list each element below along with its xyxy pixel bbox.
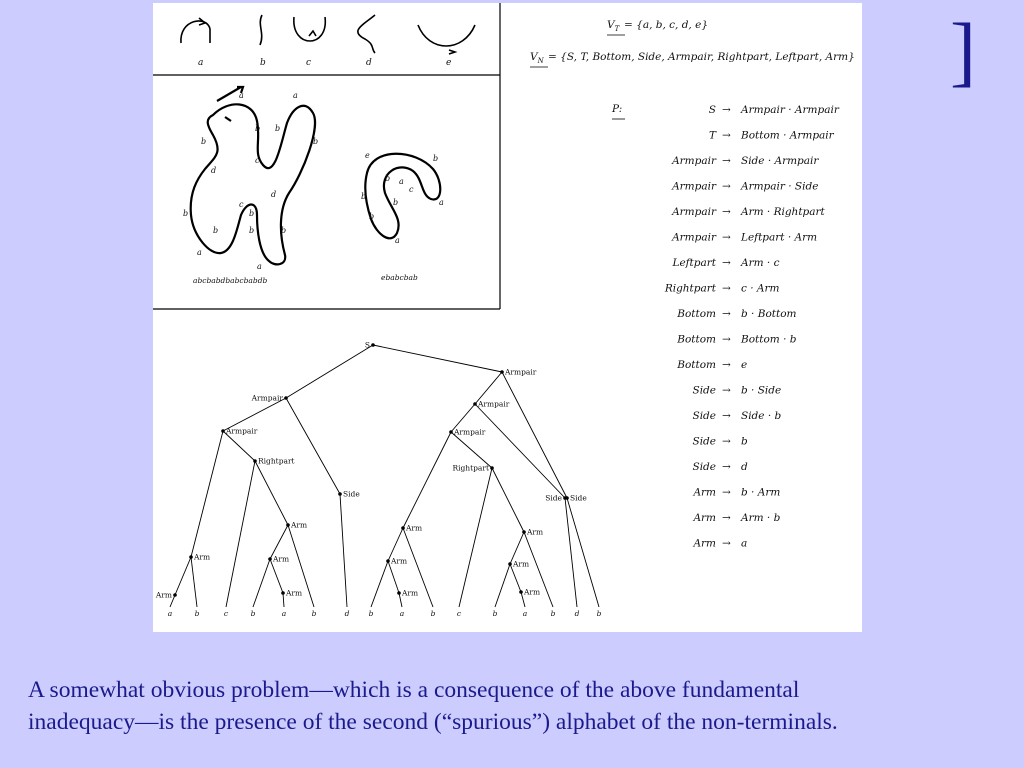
tree-node-dot: [508, 562, 512, 566]
primitive-e-arrow: [449, 50, 455, 54]
chromosome-1-string: abcbabdbabcbabdb: [193, 276, 268, 285]
svg-text:a: a: [399, 177, 404, 186]
rule-rhs: Armpair · Armpair: [741, 104, 839, 116]
primitive-b-curve: [260, 15, 262, 45]
tree-node-dot: [284, 396, 288, 400]
rule-lhs: Side: [692, 410, 716, 422]
tree-edge: [495, 564, 510, 607]
tree-node-label: Rightpart: [258, 456, 295, 466]
tree-node-dot: [565, 496, 569, 500]
tree-node-label: Side: [343, 489, 360, 499]
syntactic-pattern-figure: [153, 3, 862, 632]
primitive-labels: [198, 58, 451, 68]
rule-lhs: Leftpart: [672, 257, 716, 269]
rule-rhs: Arm · c: [741, 257, 780, 269]
rule-arrow: →: [722, 486, 731, 499]
svg-text:b: b: [433, 154, 439, 163]
tree-edge: [565, 498, 577, 607]
tree-edge: [371, 561, 388, 607]
tree-leaf-label: b: [492, 609, 498, 618]
svg-text:b: b: [385, 174, 391, 183]
closing-bracket: ]: [950, 7, 976, 94]
tree-node-dot: [189, 555, 193, 559]
tree-edge: [388, 561, 399, 593]
parse-tree-nodes: [155, 341, 602, 619]
tree-node-label: Arm: [402, 588, 419, 598]
tree-leaf-label: b: [194, 609, 200, 618]
vn-definition: = {S, T, Bottom, Side, Armpair, Rightpart, Leftpart, Arm}: [548, 51, 855, 63]
tree-edge: [253, 559, 270, 607]
rule-rhs: e: [741, 359, 748, 371]
tree-node-dot: [386, 559, 390, 563]
rule-rhs: Arm · b: [741, 512, 781, 524]
primitives-panel: [153, 3, 500, 309]
rule-lhs: Arm: [693, 537, 716, 550]
svg-text:a: a: [198, 58, 204, 68]
tree-node-label: Arm: [273, 554, 290, 564]
rule-rhs: b · Side: [741, 384, 782, 397]
rule-lhs: Bottom: [677, 308, 716, 320]
svg-text:b: b: [275, 124, 281, 133]
tree-leaf-label: a: [167, 609, 173, 618]
tree-node-dot: [281, 591, 285, 595]
rule-rhs: Bottom · Armpair: [741, 129, 834, 142]
tree-node-label: Arm: [406, 523, 423, 533]
svg-text:b: b: [260, 58, 266, 68]
rule-rhs: Side · b: [741, 410, 782, 422]
rule-lhs: Side: [692, 435, 716, 448]
rule-lhs: Armpair: [672, 206, 716, 218]
svg-text:b: b: [249, 226, 255, 235]
rule-arrow: →: [722, 384, 731, 397]
rule-rhs: d: [741, 461, 748, 473]
rule-lhs: Arm: [693, 512, 716, 524]
tree-leaf-label: b: [250, 609, 256, 618]
tree-node-dot: [449, 430, 453, 434]
production-rules: [664, 104, 840, 550]
svg-text:a: a: [395, 236, 400, 245]
tree-node-dot: [397, 591, 401, 595]
rule-arrow: →: [722, 257, 731, 269]
rule-lhs: Bottom: [677, 359, 716, 371]
figure-canvas: [153, 3, 862, 632]
tree-edge: [567, 498, 599, 607]
tree-edge: [283, 593, 284, 607]
tree-node-dot: [253, 459, 257, 463]
svg-text:b: b: [393, 198, 399, 207]
tree-edge: [340, 494, 347, 607]
tree-edge: [502, 372, 567, 498]
chromosome-shape-2: [365, 154, 440, 239]
tree-leaf-label: a: [399, 609, 405, 618]
tree-edge: [255, 461, 288, 525]
rule-arrow: →: [722, 461, 731, 473]
tree-edge: [226, 461, 255, 607]
tree-node-dot: [500, 370, 504, 374]
svg-text:a: a: [439, 198, 444, 207]
tree-leaf-label: b: [368, 609, 374, 618]
tree-node-label: Armpair: [226, 426, 258, 436]
tree-node-dot: [401, 526, 405, 530]
tree-node-label: Armpair: [454, 427, 486, 437]
tree-edge: [286, 398, 340, 494]
tree-leaf-label: c: [456, 609, 462, 618]
rule-arrow: →: [722, 435, 731, 448]
rule-lhs: Armpair: [672, 155, 716, 167]
productions-label: P:: [612, 103, 623, 115]
tree-node-dot: [268, 557, 272, 561]
svg-text:b: b: [213, 226, 219, 235]
tree-node-label: Arm: [527, 527, 544, 537]
tree-edge: [175, 557, 191, 595]
tree-node-dot: [221, 429, 225, 433]
rule-arrow: →: [722, 282, 731, 295]
tree-leaf-label: a: [522, 609, 528, 618]
tree-leaf-label: a: [281, 609, 287, 618]
svg-text:b: b: [313, 137, 319, 146]
tree-node-dot: [519, 590, 523, 594]
primitive-e-curve: [418, 25, 475, 46]
tree-leaf-label: d: [574, 609, 580, 618]
tree-node-label: Arm: [513, 559, 530, 569]
chromosome-1-labels: [183, 91, 318, 285]
tree-node-label: Arm: [391, 556, 408, 566]
vt-symbol: $V_T$: [607, 19, 620, 33]
caption-line-1: A somewhat obvious problem―which is a consequence of the above fundamental: [28, 677, 800, 703]
svg-text:a: a: [293, 91, 298, 100]
svg-text:c: c: [306, 58, 312, 68]
rule-rhs: Armpair · Side: [741, 180, 819, 193]
chromosome-2-string: ebabcbab: [381, 273, 418, 282]
rule-arrow: →: [722, 129, 731, 142]
tree-node-label: Side: [570, 493, 587, 503]
tree-node-label: Armpair: [478, 399, 510, 409]
rule-rhs: a: [741, 537, 748, 550]
tree-edge: [191, 557, 197, 607]
chromosome-2-labels: [361, 151, 444, 282]
primitive-curves: [181, 15, 475, 54]
tree-node-label: S: [364, 340, 370, 350]
tree-node-label: Arm: [194, 552, 211, 562]
rule-arrow: →: [722, 333, 731, 346]
chromosome-shape-1: [191, 87, 315, 264]
svg-text:b: b: [361, 192, 367, 201]
tree-node-label: Arm: [286, 588, 303, 598]
rule-arrow: →: [722, 155, 731, 167]
rule-arrow: →: [722, 512, 731, 524]
tree-node-label: Arm: [291, 520, 308, 530]
svg-text:c: c: [409, 185, 414, 194]
rule-arrow: →: [722, 308, 731, 320]
rule-lhs: Bottom: [677, 333, 716, 346]
vn-symbol: $V_N$: [530, 51, 544, 65]
tree-edge: [403, 432, 451, 528]
svg-text:d: d: [211, 166, 217, 175]
svg-text:b: b: [369, 212, 375, 221]
tree-leaf-label: b: [596, 609, 602, 618]
svg-text:b: b: [183, 209, 189, 218]
svg-text:d: d: [271, 190, 277, 199]
rule-rhs: Side · Armpair: [741, 155, 819, 167]
slide-caption: [28, 674, 1013, 738]
svg-text:c: c: [255, 156, 260, 165]
rule-rhs: b · Bottom: [741, 308, 797, 320]
rule-arrow: →: [722, 359, 731, 371]
tree-node-dot: [286, 523, 290, 527]
tree-leaf-label: c: [223, 609, 229, 618]
primitive-c-arrow: [309, 31, 316, 36]
rule-rhs: Leftpart · Arm: [741, 231, 818, 244]
tree-edge: [191, 431, 223, 557]
tree-leaf-label: b: [550, 609, 556, 618]
tree-node-dot: [371, 343, 375, 347]
rule-rhs: b: [741, 435, 748, 448]
svg-text:b: b: [255, 124, 261, 133]
tree-node-dot: [522, 530, 526, 534]
rule-lhs: Arm: [693, 486, 716, 499]
rule-arrow: →: [722, 206, 731, 218]
tree-node-dot: [338, 492, 342, 496]
svg-text:e: e: [446, 58, 452, 68]
tree-node-label: Side: [545, 493, 562, 503]
parse-tree-edges: [170, 345, 599, 607]
svg-text:c: c: [239, 200, 244, 209]
rule-rhs: Bottom · b: [741, 333, 797, 346]
tree-edge: [286, 345, 373, 398]
rule-lhs: Armpair: [672, 231, 716, 244]
rule-lhs: T: [708, 129, 716, 142]
rule-lhs: Rightpart: [664, 282, 716, 295]
rule-lhs: Side: [692, 384, 716, 397]
vt-definition: = {a, b, c, d, e}: [624, 19, 708, 31]
svg-text:a: a: [197, 248, 202, 257]
rule-arrow: →: [722, 180, 731, 193]
rule-lhs: Side: [692, 461, 716, 473]
tree-node-label: Armpair: [251, 393, 283, 403]
tree-edge: [223, 431, 255, 461]
tree-node-label: Arm: [524, 587, 541, 597]
svg-text:b: b: [249, 209, 255, 218]
tree-leaf-label: b: [430, 609, 436, 618]
svg-text:a: a: [257, 262, 262, 271]
primitive-a-curve: [181, 21, 210, 43]
tree-leaf-label: b: [311, 609, 317, 618]
svg-text:e: e: [365, 151, 370, 160]
tree-node-dot: [173, 593, 177, 597]
rule-rhs: c · Arm: [741, 282, 780, 295]
tree-leaf-label: d: [344, 609, 350, 618]
svg-text:d: d: [366, 58, 372, 68]
rule-rhs: b · Arm: [741, 486, 781, 499]
tree-edge: [459, 468, 492, 607]
svg-text:b: b: [201, 137, 207, 146]
svg-text:b: b: [281, 226, 287, 235]
svg-text:a: a: [239, 91, 244, 100]
rule-lhs: Armpair: [672, 180, 716, 193]
primitive-d-curve: [358, 15, 375, 53]
tree-edge: [270, 559, 283, 593]
tree-edge: [373, 345, 502, 372]
rule-arrow: →: [722, 231, 731, 244]
rule-arrow: →: [722, 537, 731, 550]
rule-arrow: →: [722, 410, 731, 422]
tree-edge: [492, 468, 524, 532]
tree-node-dot: [490, 466, 494, 470]
tree-node-dot: [473, 402, 477, 406]
tree-node-label: Rightpart: [452, 463, 489, 473]
rule-rhs: Arm · Rightpart: [741, 206, 825, 218]
tree-node-label: Armpair: [505, 367, 537, 377]
caption-line-2: inadequacy―is the presence of the second (“spurious”) alphabet of the non-terminals.: [28, 709, 838, 735]
rule-arrow: →: [722, 104, 731, 116]
rule-lhs: S: [708, 104, 716, 116]
primitive-c-curve: [294, 17, 325, 41]
tree-node-label: Arm: [155, 590, 172, 600]
